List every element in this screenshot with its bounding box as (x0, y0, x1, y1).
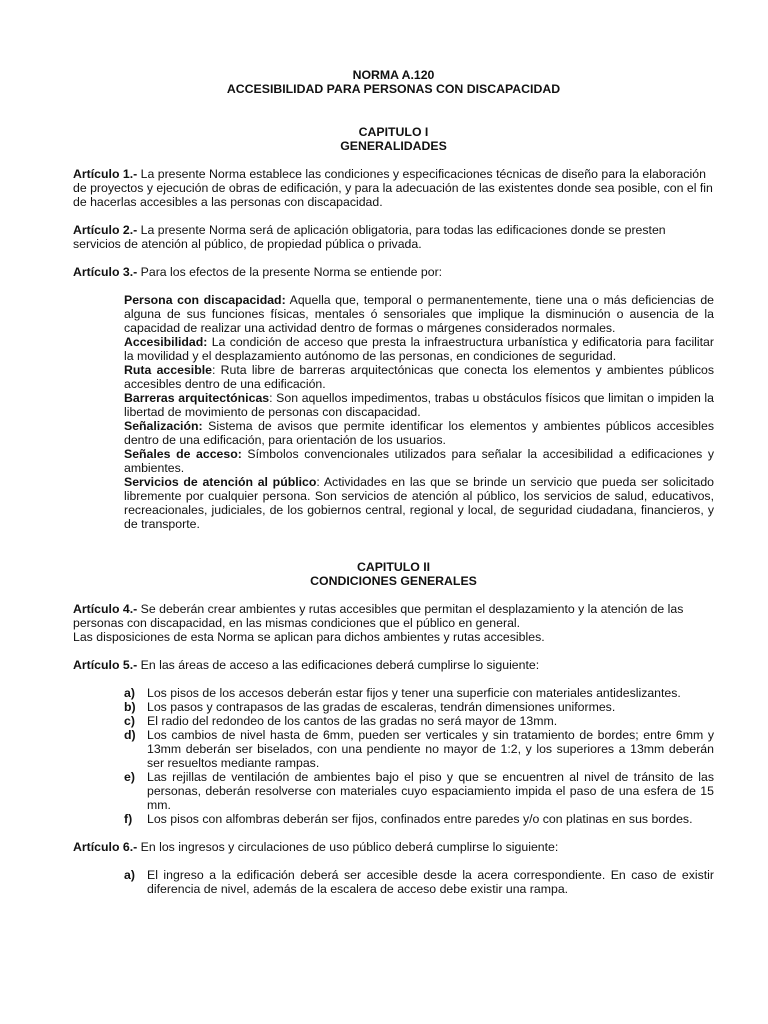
definition-text: La condición de acceso que presta la infraestructura urbanística y edificatoria para facilitar la movilidad y el desplazamiento autónomo de las personas, en condiciones de seguridad. (124, 335, 714, 363)
definition-item (124, 363, 714, 391)
chapter-1-title: GENERALIDADES (340, 139, 447, 153)
list-item-text: El ingreso a la edificación deberá ser accesible desde la acera correspondiente. En caso de existir diferencia de nivel, además de la escalera de acceso debe existir una rampa. (147, 868, 714, 896)
article-2 (73, 223, 714, 251)
list-item (124, 770, 714, 812)
article-4-text: Se deberán crear ambientes y rutas accesibles que permitan el desplazamiento y la atención de las personas con discapacidad, en las mismas condiciones que el público en general. (73, 602, 684, 630)
article-5-label: Artículo 5.- (73, 658, 138, 672)
chapter-1-number: CAPITULO I (358, 125, 429, 139)
definition-item (124, 391, 714, 419)
article-5 (73, 658, 714, 672)
list-item-text: El radio del redondeo de los cantos de las gradas no será mayor de 13mm. (147, 714, 558, 728)
article-3 (73, 265, 714, 279)
definition-term: Persona con discapacidad: (124, 293, 286, 307)
article-4 (73, 602, 714, 644)
definition-term: Accesibilidad: (124, 335, 208, 349)
definition-text: Aquella que, temporal o permanentemente, tiene una o más deficiencias de alguna de sus funciones físicas, mentales ó sensoriales que implique la disminución o ausencia de la capacidad de realizar una actividad dentro de formas o márgenes considerados normales. (124, 293, 714, 335)
definition-text: : Actividades en las que se brinde un servicio que pueda ser solicitado libremente por cualquier persona. Son servicios de atención al público, los servicios de salud, educativos, recreacionales, judiciales, de los gobiernos central, regional y local, de seguridad ciudadana, financieros, y de transporte. (124, 475, 714, 531)
definition-term: Barreras arquitectónicas (124, 391, 270, 405)
chapter-2-number: CAPITULO II (356, 560, 431, 574)
definition-term: Servicios de atención al público (124, 475, 317, 489)
list-item-letter: c) (124, 714, 135, 728)
norm-number: NORMA A.120 (352, 68, 435, 82)
list-item-letter: a) (124, 686, 135, 700)
definition-item (124, 447, 714, 475)
article-5-text: En las áreas de acceso a las edificaciones deberá cumplirse lo siguiente: (137, 658, 540, 672)
chapter-2-body (73, 602, 714, 896)
list-item-text: Los pisos de los accesos deberán estar fijos y tener una superficie con materiales antideslizantes. (147, 686, 681, 700)
list-item-letter: d) (124, 728, 136, 742)
definition-item (124, 475, 714, 531)
article-4-text-2: Las disposiciones de esta Norma se aplican para dichos ambientes y rutas accesibles. (73, 630, 545, 644)
chapter-1-heading (73, 125, 714, 153)
definition-item (124, 419, 714, 447)
list-item-letter: a) (124, 868, 135, 882)
definition-term: Señalización: (124, 419, 203, 433)
list-item (124, 728, 714, 770)
article-5-list (124, 686, 714, 826)
definition-text: : Son aquellos impedimentos, trabas u obstáculos físicos que limitan o impiden la libertad de movimiento de personas con discapacidad. (124, 391, 714, 419)
article-4-label: Artículo 4.- (73, 602, 138, 616)
chapter-2-heading (73, 560, 714, 588)
article-2-text: La presente Norma será de aplicación obligatoria, para todas las edificaciones donde se presten servicios de atención al público, de propiedad pública o privada. (73, 223, 666, 251)
list-item-text: Los pisos con alfombras deberán ser fijos, confinados entre paredes y/o con platinas en sus bordes. (147, 812, 693, 826)
article-3-text: Para los efectos de la presente Norma se entiende por: (137, 265, 443, 279)
list-item-text: Los pasos y contrapasos de las gradas de escaleras, tendrán dimensiones uniformes. (147, 700, 616, 714)
article-3-label: Artículo 3.- (73, 265, 138, 279)
definitions-list (124, 293, 714, 531)
definition-text: Sistema de avisos que permite identificar los elementos y ambientes públicos accesibles dentro de una edificación, para orientación de los usuarios. (124, 419, 714, 447)
list-item (124, 812, 714, 826)
article-2-label: Artículo 2.- (73, 223, 138, 237)
definition-text: Símbolos convencionales utilizados para señalar la accesibilidad a edificaciones y ambientes. (124, 447, 714, 475)
article-1-label: Artículo 1.- (73, 167, 138, 181)
chapter-1-body (73, 167, 714, 531)
article-6 (73, 840, 714, 854)
definition-term: Señales de acceso: (124, 447, 242, 461)
list-item (124, 686, 714, 700)
article-6-label: Artículo 6.- (73, 840, 138, 854)
list-item-text: Las rejillas de ventilación de ambientes bajo el piso y que se encuentren al nivel de tránsito de las personas, deberán resolverse con materiales cuyo espaciamiento impida el paso de una esfera de 15 mm. (147, 770, 714, 812)
article-6-list (124, 868, 714, 896)
norm-title: ACCESIBILIDAD PARA PERSONAS CON DISCAPACIDAD (226, 82, 561, 96)
definition-text: : Ruta libre de barreras arquitectónicas que conecta los elementos y ambientes públicos accesibles dentro de una edificación. (124, 363, 715, 391)
definition-item (124, 335, 714, 363)
list-item (124, 868, 714, 896)
article-1 (73, 167, 714, 209)
chapter-2-title: CONDICIONES GENERALES (310, 574, 477, 588)
definition-term: Ruta accesible (124, 363, 212, 377)
document-title (73, 68, 714, 96)
list-item-letter: e) (124, 770, 135, 784)
definition-item (124, 293, 714, 335)
list-item (124, 700, 714, 714)
list-item-text: Los cambios de nivel hasta de 6mm, pueden ser verticales y sin tratamiento de bordes; entre 6mm y 13mm deberán ser biselados, con una pendiente no mayor de 1:2, y los superiores a 13mm deberán ser resueltos mediante rampas. (147, 728, 714, 770)
article-6-text: En los ingresos y circulaciones de uso público deberá cumplirse lo siguiente: (137, 840, 559, 854)
article-1-text: La presente Norma establece las condiciones y especificaciones técnicas de diseño para la elaboración de proyectos y ejecución de obras de edificación, y para la adecuación de las existentes donde sea posible, con el fin de hacerlas accesibles a las personas con discapacidad. (73, 167, 713, 209)
list-item (124, 714, 714, 728)
list-item-letter: b) (124, 700, 136, 714)
list-item-letter: f) (124, 812, 133, 826)
